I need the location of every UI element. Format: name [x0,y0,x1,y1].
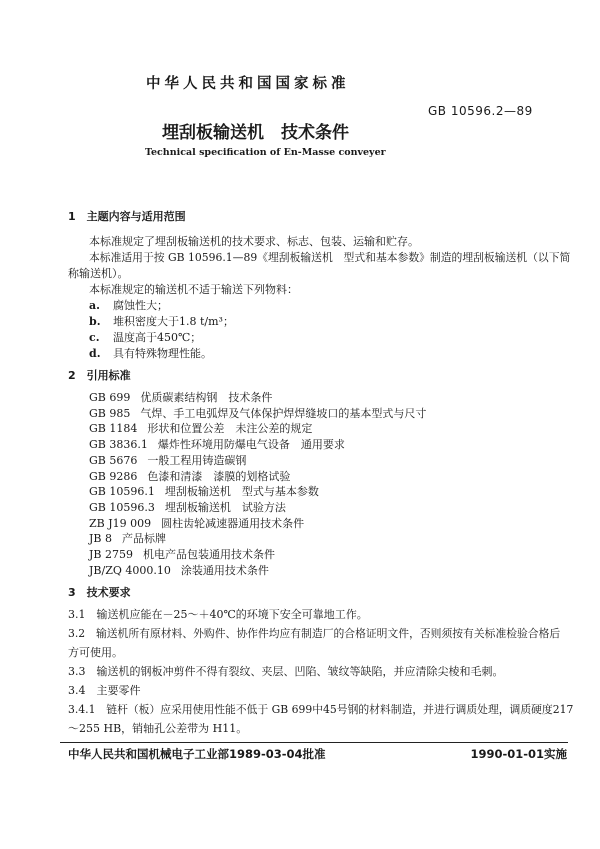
item-text: 具有特殊物理性能。 [113,347,212,360]
reference-code: ZB J19 009 [89,517,152,530]
clause-3-4-1: 3.4.1 链杆（板）应采用使用性能不低于 GB 699中45号钢的材料制造，并进行调质处理，调质硬度217 [68,703,574,716]
section-3-heading: 3 技术要求 [68,586,131,599]
national-standard-label: 中华人民共和国国家标准 [146,76,350,92]
list-item [89,298,168,313]
paragraph: 本标准规定了埋刮板输送机的技术要求、标志、包装、运输和贮存。 [89,235,419,248]
reference-item [89,421,312,436]
reference-item [89,437,345,452]
reference-item [89,406,426,421]
reference-item [89,500,286,515]
item-label: b. [89,315,101,328]
paragraph: 本标准规定的输送机不适于输送下列物料： [89,283,298,296]
reference-item [89,469,290,484]
list-item [89,330,201,345]
reference-item [89,390,272,405]
item-text: 腐蚀性大； [113,299,168,312]
reference-code: JB 2759 [89,548,133,561]
title-cn: 埋刮板输送机 技术条件 [162,123,349,143]
item-text: 堆积密度大于1.8 t/m³； [113,315,234,328]
reference-code: GB 699 [89,391,131,404]
reference-title: 形状和位置公差 未注公差的规定 [147,422,313,435]
reference-title: 涂装通用技术条件 [180,564,269,577]
reference-code: GB 3836.1 [89,438,148,451]
clause-3-3: 3.3 输送机的钢板冲剪件不得有裂纹、夹层、凹陷、皱纹等缺陷，并应清除尖棱和毛刺。 [68,665,504,678]
reference-title: 产品标牌 [122,532,166,545]
reference-title: 色漆和清漆 漆膜的划格试验 [147,470,291,483]
clause-3-4-1-cont: ～255 HB，销轴孔公差带为 H11。 [68,722,248,735]
reference-code: JB 8 [89,532,112,545]
reference-item [89,563,269,578]
clause-3-1: 3.1 输送机应能在－25～＋40℃的环境下安全可靠地工作。 [68,608,368,621]
standard-number: GB 10596.2—89 [428,104,533,118]
reference-title: 爆炸性环境用防爆电气设备 通用要求 [157,438,345,451]
reference-title: 机电产品包装通用技术条件 [142,548,275,561]
paragraph: 称输送机）。 [68,267,129,280]
reference-title: 埋刮板输送机 试验方法 [164,501,286,514]
approval-text: 中华人民共和国机械电子工业部1989-03-04批准 [68,747,326,761]
reference-code: GB 5676 [89,454,138,467]
clause-3-2-cont: 方可使用。 [68,646,123,659]
reference-item [89,531,166,546]
reference-title: 圆柱齿轮减速器通用技术条件 [161,517,305,530]
item-label: c. [89,331,100,344]
reference-code: GB 10596.1 [89,485,155,498]
section-1-heading: 1 主题内容与适用范围 [68,210,186,223]
reference-item [89,516,304,531]
item-text: 温度高于450℃； [113,331,202,344]
paragraph: 本标准适用于按 GB 10596.1—89《埋刮板输送机 型式和基本参数》制造的埋刮板输送机（以下简 [89,251,571,264]
reference-item [89,547,275,562]
reference-code: GB 985 [89,407,131,420]
item-label: a. [89,299,100,312]
reference-code: GB 9286 [89,470,138,483]
reference-code: GB 10596.3 [89,501,155,514]
reference-item [89,453,246,468]
reference-title: 埋刮板输送机 型式与基本参数 [164,485,319,498]
reference-item [89,484,319,499]
list-item [89,314,234,329]
reference-code: GB 1184 [89,422,138,435]
list-item [89,346,212,361]
item-label: d. [89,347,101,360]
footer-divider [60,742,568,743]
section-2-heading: 2 引用标准 [68,369,131,382]
effective-date: 1990-01-01实施 [470,747,567,761]
reference-title: 一般工程用铸造碳钢 [147,454,247,467]
clause-3-4: 3.4 主要零件 [68,684,141,697]
reference-code: JB/ZQ 4000.10 [89,564,171,577]
reference-title: 气焊、手工电弧焊及气体保护焊焊缝坡口的基本型式与尺寸 [140,407,427,420]
title-en: Technical specification of En-Masse conveyer [145,147,386,158]
reference-title: 优质碳素结构钢 技术条件 [140,391,273,404]
clause-3-2: 3.2 输送机所有原材料、外购件、协作件均应有制造厂的合格证明文件，否则须按有关标准检验合格后 [68,627,561,640]
